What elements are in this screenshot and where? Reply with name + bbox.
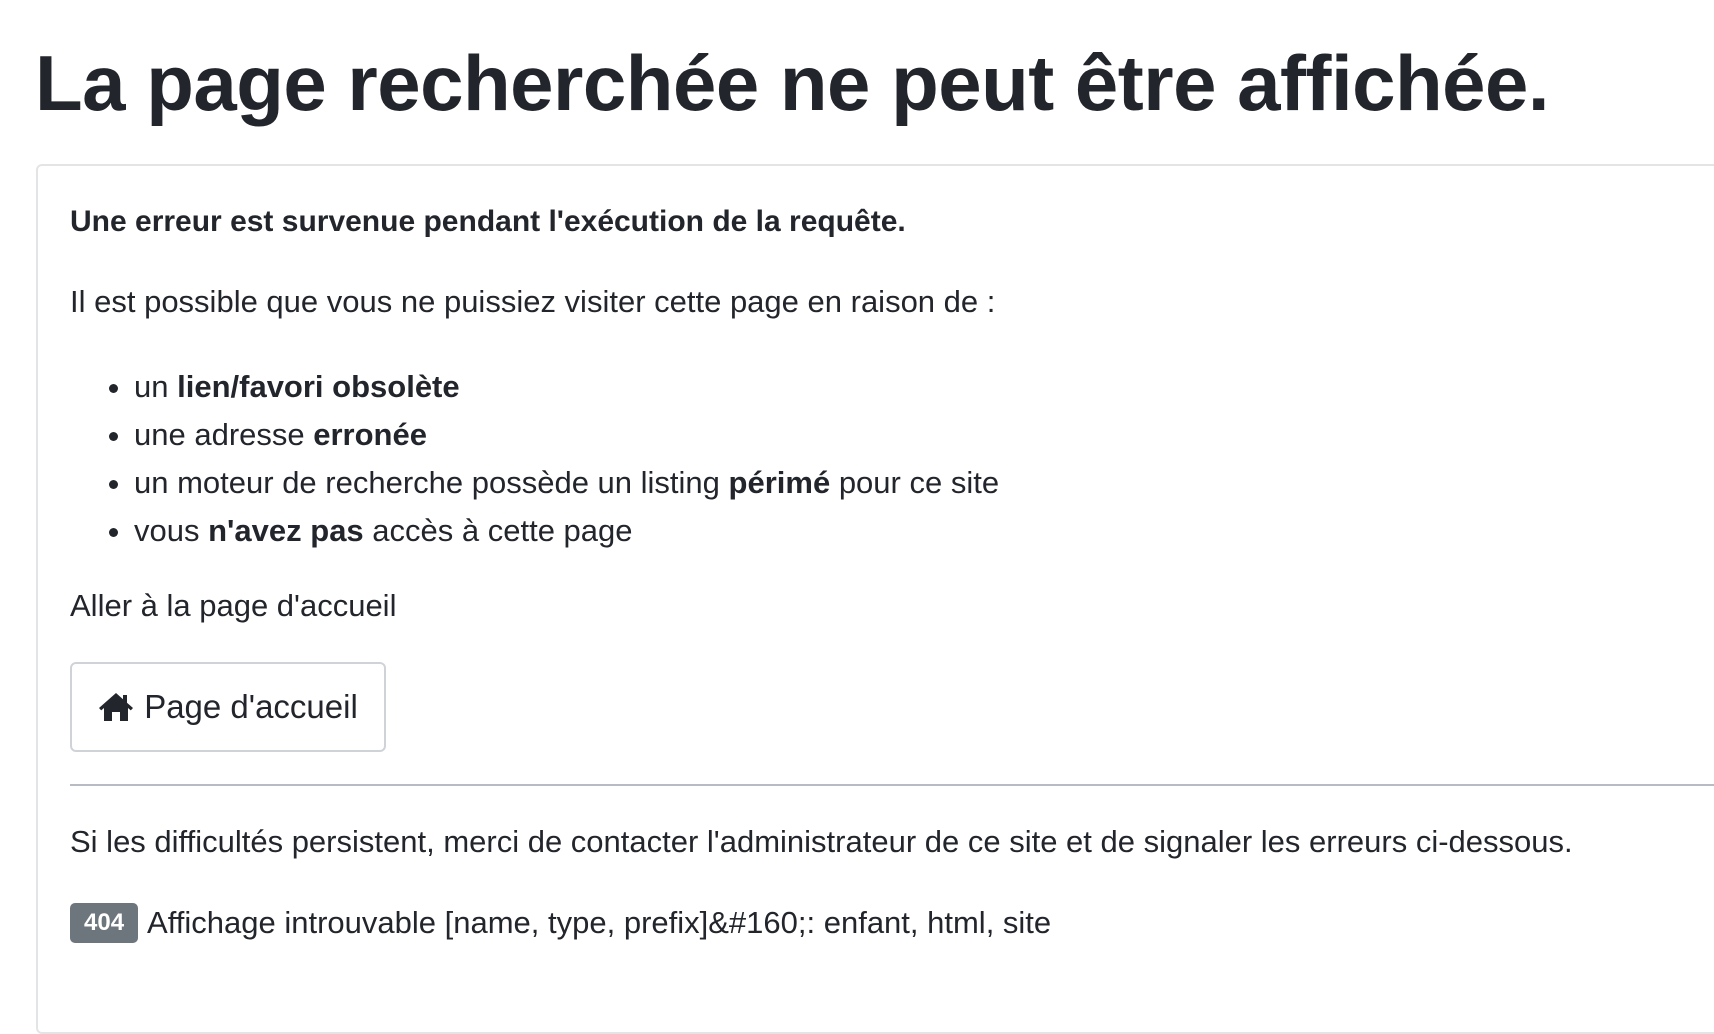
home-icon	[98, 691, 134, 723]
page-title: La page recherchée ne peut être affichée.	[35, 39, 1550, 127]
section-divider	[70, 784, 1714, 786]
home-button[interactable]	[70, 662, 386, 752]
error-detail	[70, 903, 1051, 943]
reason-item	[134, 411, 999, 459]
home-prompt: Aller à la page d'accueil	[70, 588, 397, 623]
reason-text-before: un moteur de recherche possède un listing	[134, 465, 729, 500]
reason-emphasis: n'avez pas	[208, 513, 364, 548]
contact-message: Si les difficultés persistent, merci de contacter l'administrateur de ce site et de signaler les erreurs ci-dessous.	[70, 824, 1573, 859]
reason-text-before: un	[134, 369, 178, 404]
reason-item	[134, 363, 999, 411]
status-badge: 404	[70, 903, 138, 943]
error-lead: Une erreur est survenue pendant l'exécution de la requête.	[70, 205, 906, 238]
reason-item	[134, 459, 999, 507]
reason-emphasis: lien/favori obsolète	[177, 369, 460, 404]
reason-text-after: accès à cette page	[363, 513, 633, 548]
reason-text-before: vous	[134, 513, 209, 548]
home-button-label: Page d'accueil	[144, 688, 358, 725]
reason-item	[134, 507, 999, 555]
reason-text-before: une adresse	[134, 417, 314, 452]
reasons-list	[70, 363, 999, 555]
reason-emphasis: périmé	[728, 465, 831, 500]
error-message: Affichage introuvable [name, type, prefix]&#160;: enfant, html, site	[147, 905, 1052, 940]
reason-emphasis: erronée	[313, 417, 427, 452]
reasons-intro: Il est possible que vous ne puissiez visiter cette page en raison de :	[70, 284, 996, 319]
reason-text-after: pour ce site	[830, 465, 1000, 500]
